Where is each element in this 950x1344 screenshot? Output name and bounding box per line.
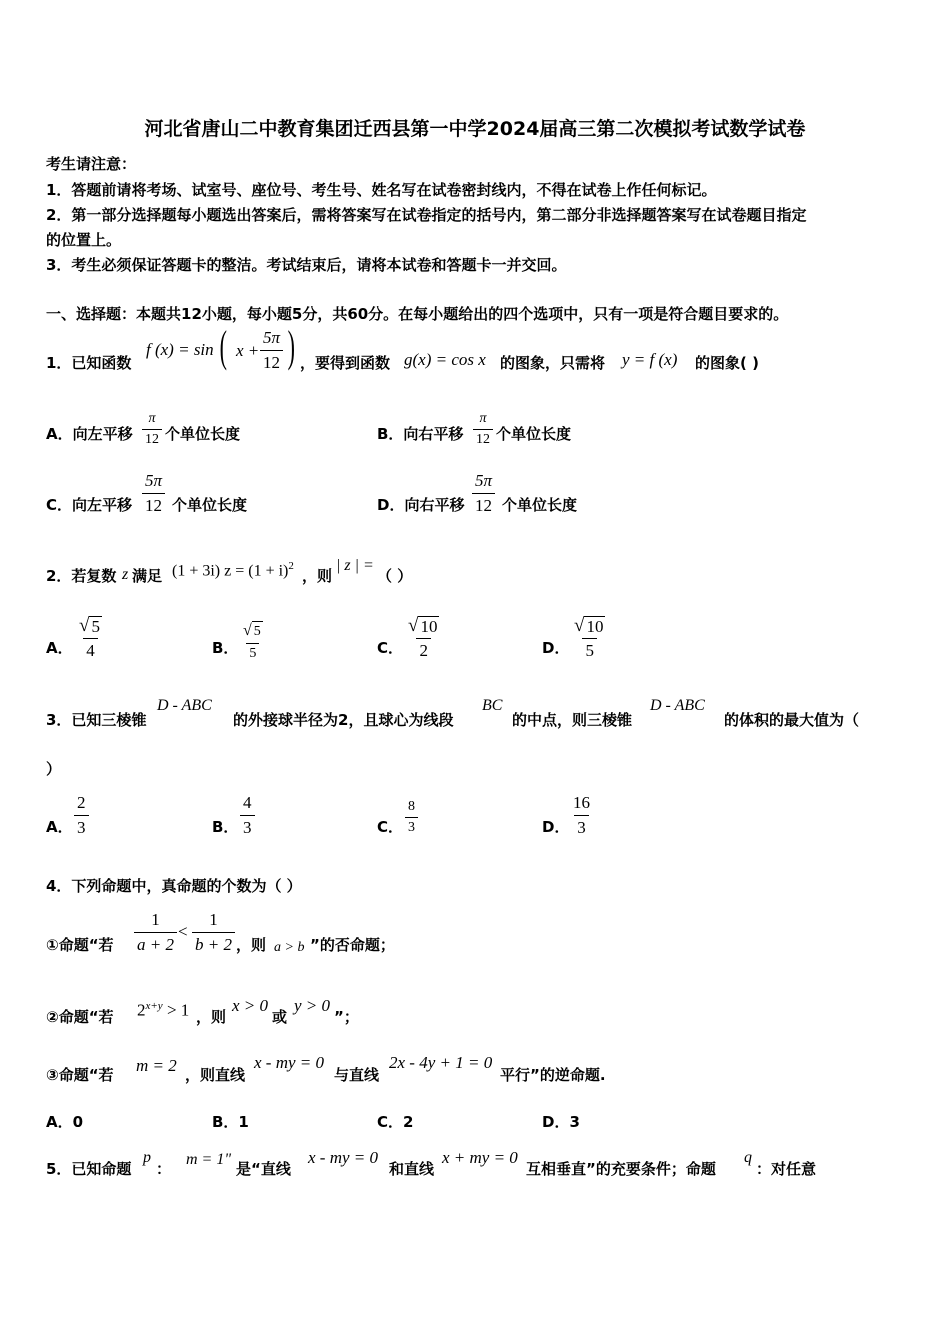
notice-item-2: 2．第一部分选择题每小题选出答案后，需将答案写在试卷指定的括号内，第二部分非选择题答案写在试卷题目指定 [46, 206, 807, 224]
q3-option-b-fraction [240, 793, 255, 838]
q2-abs: | z | = [336, 557, 374, 574]
q2-option-b-num: √ 5 [243, 622, 261, 639]
q3-pyramid-2: D - ABC [650, 697, 705, 714]
q4-p2-or: 或 [272, 1008, 288, 1026]
q1-option-a-fraction [142, 411, 162, 448]
q3-mid2: 的中点，则三棱锥 [512, 711, 633, 729]
q4-p3-mid: ，则直线 [185, 1066, 246, 1084]
q3-bc: BC [482, 697, 503, 714]
q4-p1-lt: < [178, 922, 188, 941]
q1-option-a-tail: 个单位长度 [165, 425, 241, 443]
q1-option-b-fraction [473, 411, 493, 448]
q4-p2-expr [137, 996, 189, 1021]
q4-p3-line-2: 2x - 4y + 1 = 0 [389, 1053, 493, 1072]
q1-right-paren: ) [287, 322, 295, 371]
q4-p2-base: 2 [137, 1000, 146, 1020]
q4-p1-num-2: 1 [209, 910, 218, 929]
q4-p2-mid: ，则 [196, 1008, 227, 1026]
q5-tail: ：对任意 [756, 1160, 817, 1178]
q2-option-d-fraction [571, 616, 608, 661]
q2-option-d-num: √ 10 [574, 615, 604, 636]
q3-option-b-den: 3 [240, 815, 255, 838]
q4-p1-frac-1 [134, 910, 177, 955]
q2-mid: 满足 [132, 567, 163, 585]
q1-suffix: 的图象( ) [695, 354, 759, 372]
q4-option-a: A．0 [46, 1113, 84, 1131]
q5-line-2: x + my = 0 [442, 1148, 518, 1167]
q4-option-d: D．3 [542, 1113, 580, 1131]
q1-fraction-den: 12 [260, 350, 283, 373]
q3-mid: 的外接球半径为2，且球心为线段 [233, 711, 454, 729]
q2-suffix: （ ） [377, 567, 413, 585]
q3-option-c-den: 3 [405, 817, 418, 836]
q3-option-c-label: C． [377, 818, 404, 836]
q4-option-c: C．2 [377, 1113, 414, 1131]
q2-option-a-rad: 5 [91, 617, 100, 636]
q1-prefix: 1．已知函数 [46, 354, 132, 372]
q3-option-d-fraction [570, 793, 593, 838]
q4-p2-gt: > 1 [166, 1000, 190, 1020]
q1-y: y = f (x) [622, 350, 678, 369]
q2-option-b-rad: 5 [252, 621, 263, 641]
q3-option-c-fraction [405, 799, 418, 836]
q3-option-d-den: 3 [574, 815, 589, 838]
q1-option-b-num: π [479, 411, 487, 426]
page-title: 河北省唐山二中教育集团迁西县第一中学2024届高三第二次模拟考试数学试卷 [144, 118, 806, 140]
q2-option-c-rad: 10 [420, 617, 438, 636]
q1-g: g(x) = cos x [404, 350, 486, 369]
q3-option-a-den: 3 [74, 815, 89, 838]
q2-option-b-fraction [240, 621, 266, 662]
q2-option-d-rad: 10 [586, 617, 604, 636]
q1-fraction [260, 328, 283, 373]
q5-mid: 是“直线 [236, 1160, 291, 1178]
q4-p1-frac-2 [192, 910, 235, 955]
q1-option-c-num: 5π [145, 471, 163, 490]
section-heading: 一、选择题：本题共12小题，每小题5分，共60分。在每小题给出的四个选项中，只有一项是符合题目要求的。 [46, 305, 789, 323]
q3-option-a-num: 2 [77, 793, 86, 812]
q2-equation [172, 556, 294, 581]
q1-option-c-fraction [142, 471, 165, 516]
q4-p1-num-1: 1 [151, 910, 160, 929]
q4-p2-prefix: ②命题“若 [46, 1008, 114, 1026]
q4-p3-suffix: 平行”的逆命题. [500, 1066, 606, 1084]
q1-left-paren: ( [219, 322, 227, 371]
q5-suffix: 互相垂直”的充要条件；命题 [526, 1160, 716, 1178]
q4-p3-and: 与直线 [334, 1066, 380, 1084]
q2-equation-sup: 2 [288, 560, 294, 572]
q3-option-a-fraction [74, 793, 89, 838]
q3-option-c-num: 8 [408, 799, 415, 814]
q4-p2-b: y > 0 [294, 996, 331, 1015]
q2-option-b-label: B． [212, 639, 239, 657]
q4-p2-suffix: ”； [334, 1008, 359, 1026]
q2-option-b-den: 5 [246, 643, 259, 662]
q5-p: p [143, 1149, 151, 1166]
q1-mid: ，要得到函数 [300, 354, 391, 372]
q4-stem: 4．下列命题中，真命题的个数为（ ） [46, 877, 302, 895]
q2-option-a-num: √ 5 [79, 615, 100, 636]
q1-option-a-num: π [148, 411, 156, 426]
q4-p1-prefix: ①命题“若 [46, 936, 114, 954]
notice-heading: 考生请注意： [46, 155, 137, 173]
q1-option-d-fraction [472, 471, 495, 516]
q4-p3-line-1: x - my = 0 [254, 1053, 325, 1072]
q2-then: ，则 [302, 567, 333, 585]
q3-pyramid: D - ABC [157, 697, 212, 714]
q3-option-d-num: 16 [573, 793, 590, 812]
q3-option-d-label: D． [542, 818, 570, 836]
q5-q: q [744, 1149, 752, 1166]
q5-m-eq: m = 1" [186, 1151, 232, 1168]
q4-p1-suffix: ”的否命题； [310, 936, 395, 954]
q2-equation-text: (1 + 3i) z = (1 + i) [172, 562, 289, 580]
q2-z: z [122, 566, 129, 583]
q4-p2-exp: x+y [145, 1000, 163, 1012]
q1-option-c-label: C．向左平移 [46, 496, 133, 514]
q2-option-c-label: C． [377, 639, 404, 657]
q1-option-b-den: 12 [473, 429, 493, 448]
q5-and: 和直线 [389, 1160, 435, 1178]
q1-option-a-label: A．向左平移 [46, 425, 133, 443]
q2-option-a-den: 4 [83, 638, 98, 661]
q1-option-d-den: 12 [472, 493, 495, 516]
q4-option-b: B．1 [212, 1113, 249, 1131]
q2-option-d-den: 5 [582, 638, 597, 661]
q2-prefix: 2．若复数 [46, 567, 117, 585]
q4-p1-den-2: b + 2 [192, 932, 235, 955]
q1-option-c-tail: 个单位长度 [172, 496, 248, 514]
q2-option-d-label: D． [542, 639, 570, 657]
q3-close: ） [46, 760, 62, 778]
q1-mid2: 的图象，只需将 [500, 354, 606, 372]
q1-option-b-tail: 个单位长度 [496, 425, 572, 443]
q4-p1-mid: ，则 [236, 936, 267, 954]
notice-item-1: 1．答题前请将考场、试室号、座位号、考生号、姓名写在试卷密封线内，不得在试卷上作任何标记。 [46, 181, 717, 199]
q3-option-a-label: A． [46, 818, 73, 836]
q4-p1-cond: a > b [274, 940, 305, 955]
q2-option-a-label: A． [46, 639, 73, 657]
q2-option-c-num: √ 10 [408, 615, 438, 636]
q4-p3-m: m = 2 [136, 1056, 177, 1075]
q2-option-a-fraction [76, 616, 105, 661]
notice-item-3: 3．考生必须保证答题卡的整洁。考试结束后，请将本试卷和答题卡一并交回。 [46, 256, 567, 274]
q1-option-d-label: D．向右平移 [377, 496, 465, 514]
q3-suffix: 的体积的最大值为（ [724, 711, 860, 729]
q3-prefix: 3．已知三棱锥 [46, 711, 147, 729]
q1-fraction-num: 5π [263, 328, 281, 347]
q1-option-c-den: 12 [142, 493, 165, 516]
notice-item-2-cont: 的位置上。 [46, 231, 122, 249]
q4-p2-a: x > 0 [232, 996, 269, 1015]
q1-option-d-num: 5π [475, 471, 493, 490]
q1-option-d-tail: 个单位长度 [502, 496, 578, 514]
q2-option-c-den: 2 [416, 638, 431, 661]
q4-p1-den-1: a + 2 [134, 932, 177, 955]
q4-p3-prefix: ③命题“若 [46, 1066, 114, 1084]
q5-prefix: 5．已知命题 [46, 1160, 132, 1178]
q1-option-a-den: 12 [142, 429, 162, 448]
q1-option-b-label: B．向右平移 [377, 425, 464, 443]
q1-function: f (x) = sin [146, 340, 214, 359]
q3-option-b-label: B． [212, 818, 239, 836]
q2-option-c-fraction [405, 616, 442, 661]
q5-colon: ： [156, 1160, 172, 1178]
q3-option-b-num: 4 [243, 793, 252, 812]
q1-x-plus: x + [236, 341, 260, 360]
q5-line-1: x - my = 0 [308, 1148, 379, 1167]
